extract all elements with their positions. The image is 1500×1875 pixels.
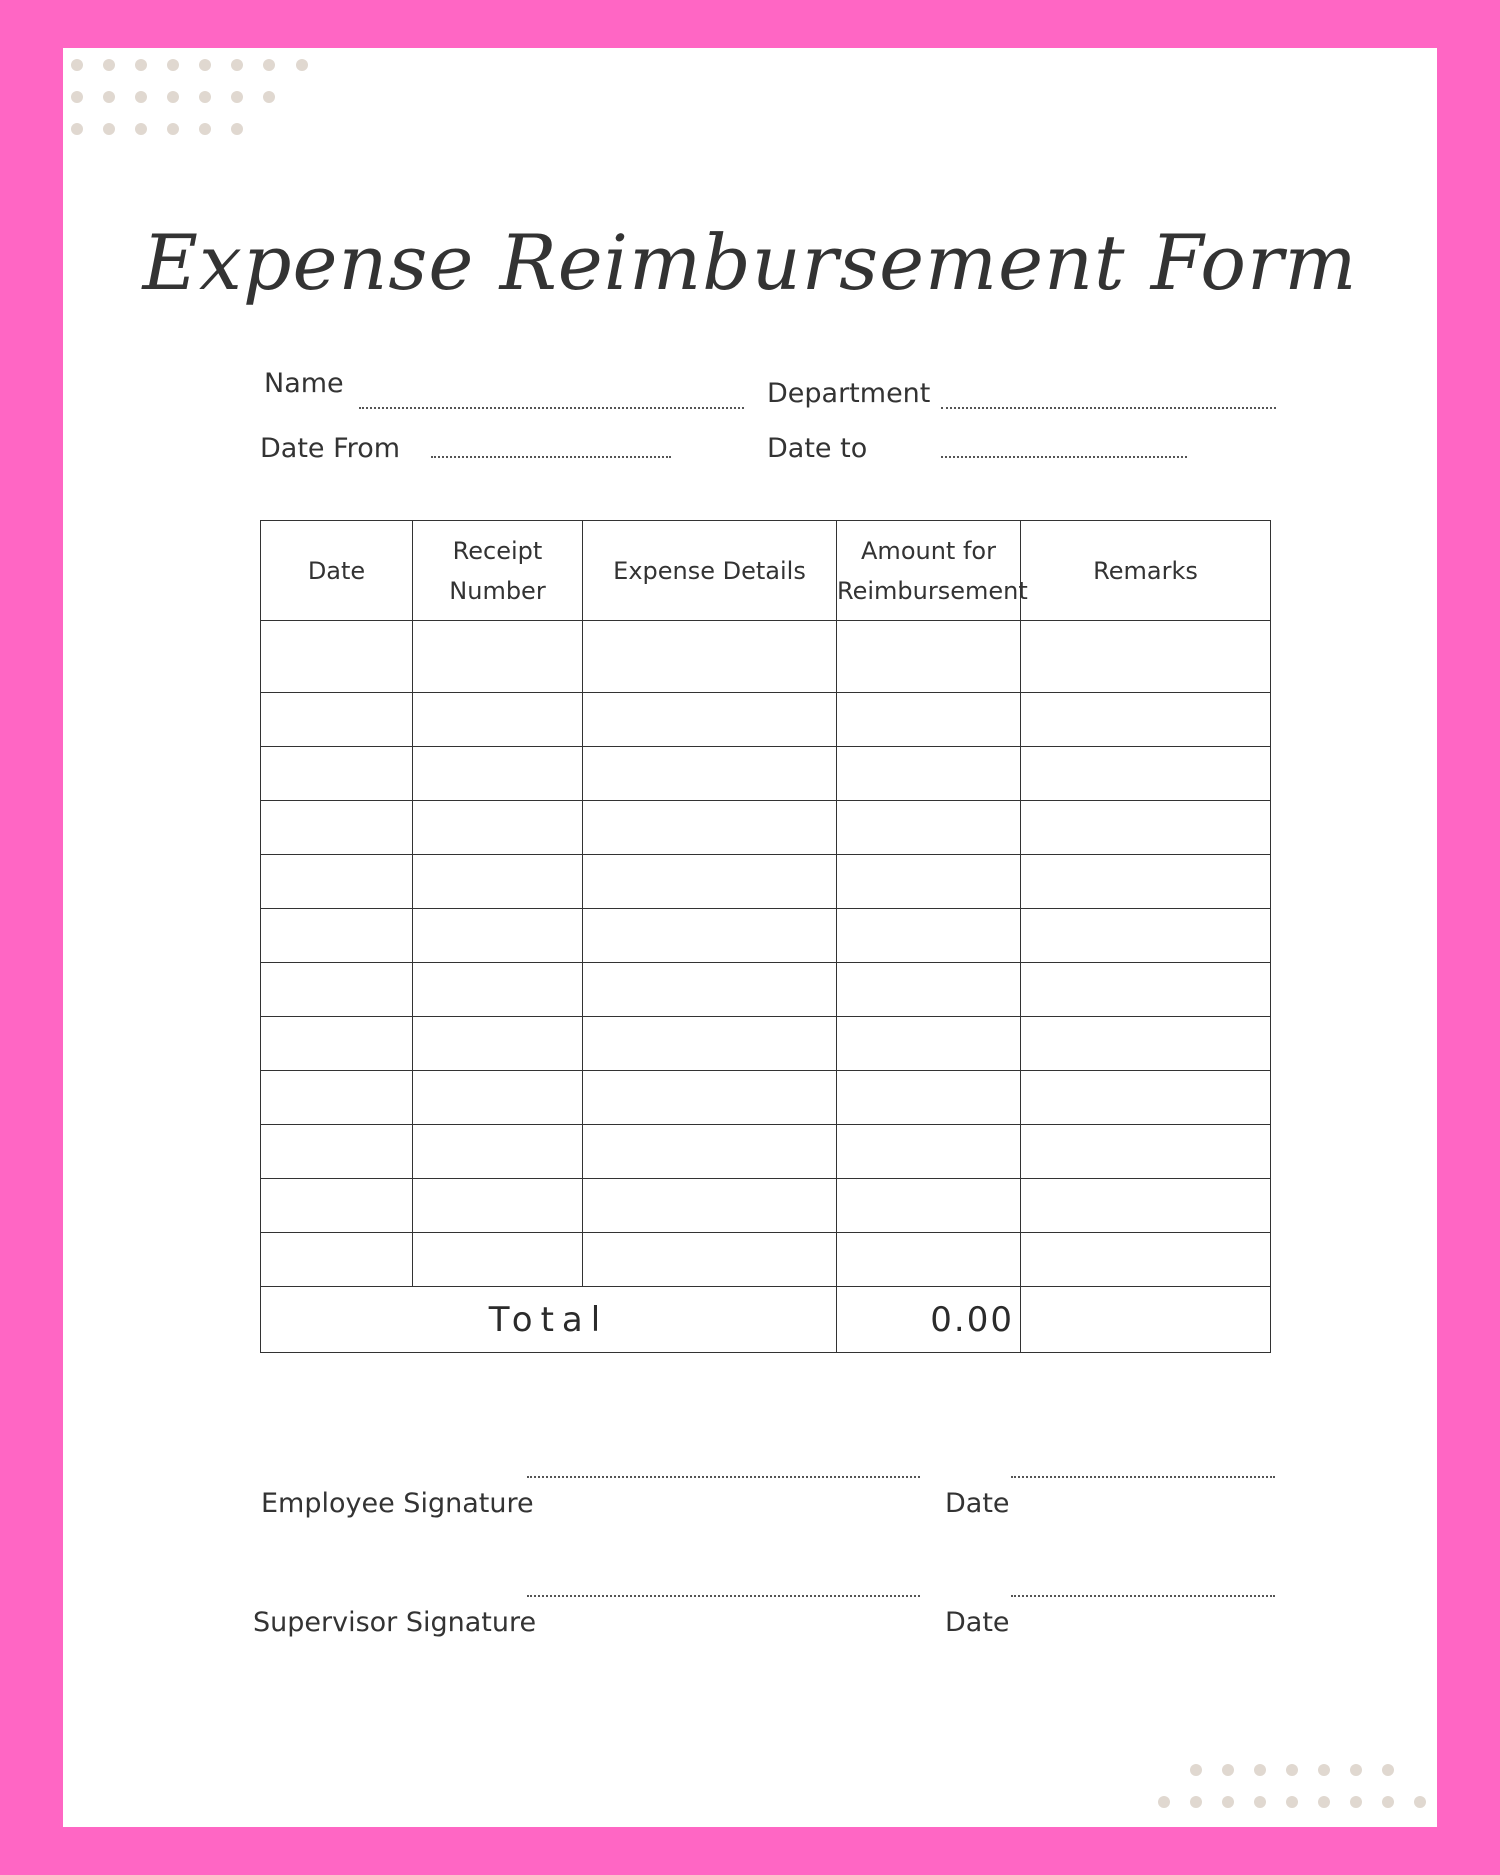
cell-date[interactable] [261, 747, 413, 801]
cell-date[interactable] [261, 801, 413, 855]
cell-expense-details[interactable] [583, 1125, 837, 1179]
total-remarks-cell[interactable] [1021, 1287, 1271, 1353]
table-row [261, 963, 1271, 1017]
table-row [261, 1017, 1271, 1071]
cell-remarks[interactable] [1021, 801, 1271, 855]
cell-receipt-number[interactable] [413, 801, 583, 855]
date-to-field[interactable] [941, 456, 1187, 458]
cell-receipt-number[interactable] [413, 1071, 583, 1125]
table-row [261, 621, 1271, 693]
cell-remarks[interactable] [1021, 747, 1271, 801]
cell-receipt-number[interactable] [413, 1179, 583, 1233]
form-page [63, 48, 1437, 1827]
total-row [261, 1287, 1271, 1353]
cell-amount[interactable] [837, 1125, 1021, 1179]
cell-remarks[interactable] [1021, 855, 1271, 909]
cell-receipt-number[interactable] [413, 855, 583, 909]
supervisor-date-field[interactable] [1011, 1595, 1275, 1597]
table-row [261, 855, 1271, 909]
cell-amount[interactable] [837, 747, 1021, 801]
cell-expense-details[interactable] [583, 1179, 837, 1233]
cell-amount[interactable] [837, 1071, 1021, 1125]
cell-date[interactable] [261, 1233, 413, 1287]
cell-amount[interactable] [837, 909, 1021, 963]
name-label: Name [264, 368, 344, 399]
cell-date[interactable] [261, 855, 413, 909]
column-header-amount: Amount for Reimbursement [837, 521, 1021, 621]
cell-expense-details[interactable] [583, 747, 837, 801]
department-label: Department [767, 378, 931, 409]
cell-expense-details[interactable] [583, 1071, 837, 1125]
cell-remarks[interactable] [1021, 693, 1271, 747]
column-header-date: Date [261, 521, 413, 621]
total-amount: 0.00 [837, 1287, 1021, 1353]
cell-amount[interactable] [837, 1017, 1021, 1071]
cell-remarks[interactable] [1021, 909, 1271, 963]
table-row [261, 693, 1271, 747]
table-row [261, 1125, 1271, 1179]
table-row [261, 801, 1271, 855]
employee-date-field[interactable] [1011, 1476, 1275, 1478]
cell-expense-details[interactable] [583, 1017, 837, 1071]
table-row [261, 1179, 1271, 1233]
table-row [261, 747, 1271, 801]
expense-table [260, 520, 1271, 1353]
cell-date[interactable] [261, 909, 413, 963]
cell-amount[interactable] [837, 801, 1021, 855]
cell-remarks[interactable] [1021, 1017, 1271, 1071]
employee-date-label: Date [945, 1488, 1010, 1519]
cell-receipt-number[interactable] [413, 1125, 583, 1179]
form-title: Expense Reimbursement Form [142, 218, 1358, 307]
cell-receipt-number[interactable] [413, 909, 583, 963]
cell-date[interactable] [261, 693, 413, 747]
department-field[interactable] [941, 407, 1276, 409]
date-from-label: Date From [260, 433, 401, 464]
cell-remarks[interactable] [1021, 963, 1271, 1017]
table-row [261, 1071, 1271, 1125]
cell-expense-details[interactable] [583, 909, 837, 963]
supervisor-signature-field[interactable] [527, 1595, 920, 1597]
employee-signature-label: Employee Signature [261, 1488, 534, 1519]
date-from-field[interactable] [431, 456, 671, 458]
cell-receipt-number[interactable] [413, 1017, 583, 1071]
cell-date[interactable] [261, 621, 413, 693]
cell-remarks[interactable] [1021, 1179, 1271, 1233]
cell-remarks[interactable] [1021, 621, 1271, 693]
cell-date[interactable] [261, 1179, 413, 1233]
cell-remarks[interactable] [1021, 1125, 1271, 1179]
cell-expense-details[interactable] [583, 963, 837, 1017]
cell-remarks[interactable] [1021, 1071, 1271, 1125]
cell-receipt-number[interactable] [413, 747, 583, 801]
supervisor-date-label: Date [945, 1607, 1010, 1638]
column-header-expense-details: Expense Details [583, 521, 837, 621]
cell-date[interactable] [261, 963, 413, 1017]
table-header-row [261, 521, 1271, 621]
employee-signature-field[interactable] [527, 1476, 920, 1478]
cell-expense-details[interactable] [583, 1233, 837, 1287]
cell-expense-details[interactable] [583, 693, 837, 747]
cell-amount[interactable] [837, 621, 1021, 693]
cell-expense-details[interactable] [583, 801, 837, 855]
name-field[interactable] [359, 407, 744, 409]
table-row [261, 909, 1271, 963]
cell-expense-details[interactable] [583, 855, 837, 909]
cell-date[interactable] [261, 1071, 413, 1125]
cell-receipt-number[interactable] [413, 621, 583, 693]
total-label: Total [261, 1287, 837, 1353]
supervisor-signature-label: Supervisor Signature [253, 1607, 537, 1638]
cell-amount[interactable] [837, 693, 1021, 747]
column-header-receipt-number: Receipt Number [413, 521, 583, 621]
column-header-remarks: Remarks [1021, 521, 1271, 621]
cell-receipt-number[interactable] [413, 1233, 583, 1287]
cell-amount[interactable] [837, 963, 1021, 1017]
date-to-label: Date to [767, 433, 868, 464]
cell-receipt-number[interactable] [413, 963, 583, 1017]
cell-receipt-number[interactable] [413, 693, 583, 747]
cell-remarks[interactable] [1021, 1233, 1271, 1287]
cell-expense-details[interactable] [583, 621, 837, 693]
cell-amount[interactable] [837, 1233, 1021, 1287]
cell-date[interactable] [261, 1017, 413, 1071]
table-row [261, 1233, 1271, 1287]
cell-date[interactable] [261, 1125, 413, 1179]
cell-amount[interactable] [837, 1179, 1021, 1233]
cell-amount[interactable] [837, 855, 1021, 909]
